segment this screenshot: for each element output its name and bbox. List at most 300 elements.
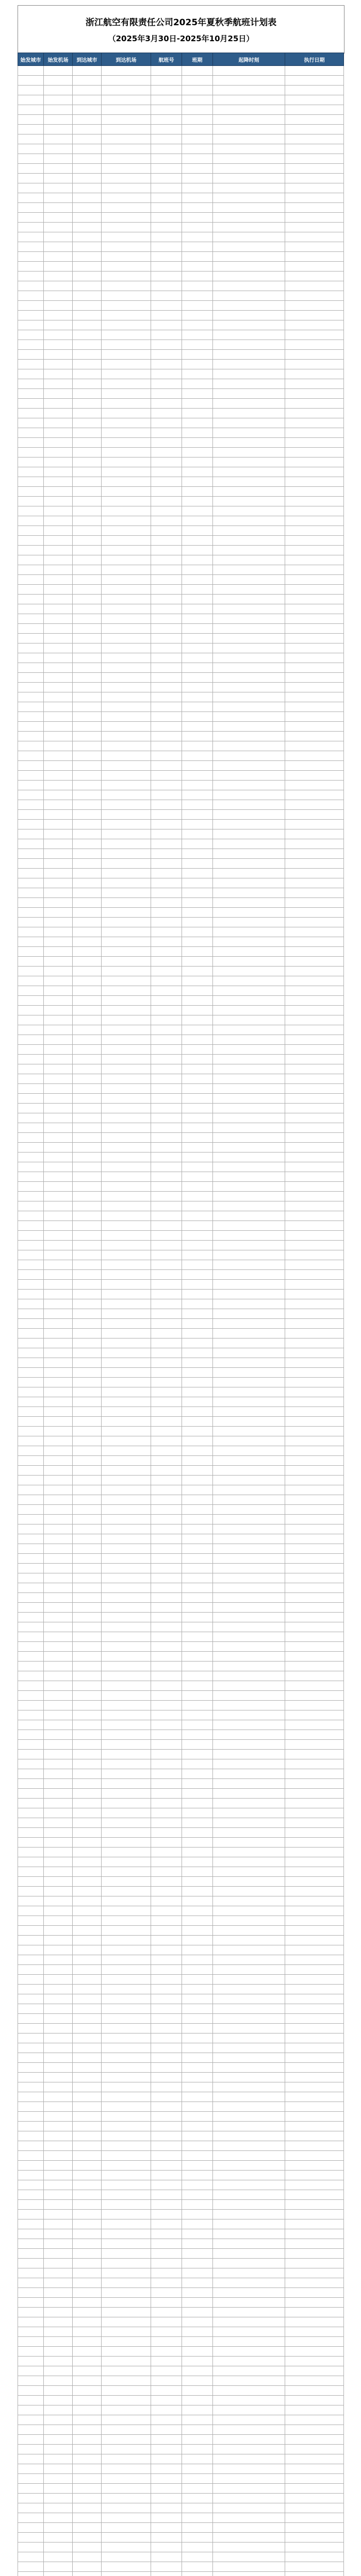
table-cell	[285, 1162, 344, 1172]
table-cell	[151, 154, 182, 164]
table-cell	[44, 1965, 73, 1975]
table-cell	[285, 1652, 344, 1662]
table-cell	[151, 2014, 182, 2024]
table-cell	[182, 937, 213, 947]
table-cell	[102, 1799, 151, 1808]
table-cell	[213, 732, 285, 741]
table-cell	[285, 878, 344, 888]
table-cell	[44, 311, 73, 320]
table-cell	[102, 1779, 151, 1789]
table-cell	[44, 1573, 73, 1583]
table-cell	[102, 1417, 151, 1427]
table-cell	[44, 2151, 73, 2161]
table-cell	[44, 379, 73, 389]
table-cell	[102, 1808, 151, 1818]
table-cell	[18, 1094, 44, 1104]
table-cell	[182, 800, 213, 810]
table-row	[18, 1769, 344, 1779]
table-row	[18, 2494, 344, 2503]
table-cell	[18, 1055, 44, 1064]
table-cell	[18, 2533, 44, 2543]
table-cell	[182, 1153, 213, 1162]
table-cell	[151, 1045, 182, 1055]
table-row	[18, 722, 344, 732]
table-cell	[44, 555, 73, 565]
table-cell	[18, 849, 44, 859]
table-cell	[285, 957, 344, 967]
table-cell	[18, 2033, 44, 2043]
table-cell	[213, 2112, 285, 2122]
table-row	[18, 2122, 344, 2131]
table-cell	[73, 585, 102, 595]
table-cell	[18, 2494, 44, 2503]
table-cell	[213, 976, 285, 986]
table-cell	[73, 291, 102, 301]
table-cell	[44, 1290, 73, 1299]
table-cell	[182, 624, 213, 634]
table-cell	[73, 1113, 102, 1123]
table-cell	[182, 252, 213, 262]
table-row	[18, 467, 344, 477]
table-cell	[151, 1671, 182, 1681]
table-cell	[213, 330, 285, 340]
table-cell	[18, 1397, 44, 1407]
table-cell	[102, 1397, 151, 1407]
table-cell	[73, 2082, 102, 2092]
table-cell	[44, 1701, 73, 1710]
table-cell	[102, 2327, 151, 2337]
table-cell	[44, 1260, 73, 1270]
table-cell	[182, 1975, 213, 1985]
table-cell	[73, 1192, 102, 1201]
table-row	[18, 2161, 344, 2171]
table-cell	[213, 1652, 285, 1662]
table-cell	[18, 1260, 44, 1270]
table-cell	[102, 1720, 151, 1730]
table-row	[18, 1270, 344, 1280]
table-cell	[182, 1857, 213, 1867]
table-row	[18, 1583, 344, 1593]
table-cell	[18, 1818, 44, 1828]
table-cell	[285, 409, 344, 418]
table-cell	[151, 1554, 182, 1564]
table-cell	[285, 1309, 344, 1319]
table-cell	[285, 1201, 344, 1211]
table-cell	[285, 927, 344, 937]
table-cell	[73, 301, 102, 311]
table-cell	[44, 1524, 73, 1534]
table-cell	[213, 634, 285, 643]
table-cell	[151, 1955, 182, 1965]
table-cell	[182, 2073, 213, 2082]
table-cell	[182, 712, 213, 722]
table-row	[18, 1172, 344, 1182]
table-row	[18, 1564, 344, 1573]
table-cell	[73, 1769, 102, 1779]
table-cell	[285, 634, 344, 643]
table-cell	[213, 1710, 285, 1720]
table-cell	[18, 164, 44, 174]
table-cell	[73, 262, 102, 272]
table-cell	[44, 457, 73, 467]
table-cell	[73, 223, 102, 232]
table-cell	[44, 908, 73, 918]
table-row	[18, 438, 344, 448]
table-cell	[44, 1280, 73, 1290]
table-cell	[182, 1662, 213, 1671]
table-cell	[18, 1211, 44, 1221]
table-cell	[213, 232, 285, 242]
table-cell	[102, 1192, 151, 1201]
table-cell	[102, 702, 151, 712]
table-cell	[213, 1358, 285, 1368]
table-cell	[102, 1231, 151, 1241]
table-cell	[73, 369, 102, 379]
table-cell	[44, 829, 73, 839]
table-cell	[182, 1544, 213, 1554]
table-cell	[73, 947, 102, 957]
table-cell	[44, 2131, 73, 2141]
table-cell	[151, 555, 182, 565]
table-cell	[182, 1006, 213, 1015]
table-cell	[73, 174, 102, 183]
table-cell	[102, 2298, 151, 2308]
table-cell	[44, 1182, 73, 1192]
table-row	[18, 2190, 344, 2200]
table-cell	[285, 2033, 344, 2043]
table-cell	[44, 2572, 73, 2576]
table-cell	[44, 134, 73, 144]
table-cell	[285, 2337, 344, 2347]
table-cell	[182, 2317, 213, 2327]
table-cell	[18, 193, 44, 203]
table-cell	[44, 1554, 73, 1564]
table-cell	[285, 1720, 344, 1730]
table-cell	[73, 2278, 102, 2288]
table-cell	[73, 565, 102, 575]
table-cell	[285, 976, 344, 986]
table-cell	[18, 967, 44, 976]
table-cell	[73, 1319, 102, 1329]
table-cell	[102, 2053, 151, 2063]
table-cell	[213, 1867, 285, 1877]
table-cell	[73, 1241, 102, 1250]
table-cell	[182, 2092, 213, 2102]
table-cell	[182, 2298, 213, 2308]
table-row	[18, 937, 344, 947]
table-cell	[213, 1231, 285, 1241]
table-cell	[18, 536, 44, 546]
table-cell	[213, 1632, 285, 1642]
table-cell	[285, 2131, 344, 2141]
table-cell	[285, 1857, 344, 1867]
table-cell	[285, 1338, 344, 1348]
table-cell	[285, 1740, 344, 1750]
table-cell	[213, 2484, 285, 2494]
table-cell	[213, 1622, 285, 1632]
table-cell	[151, 2239, 182, 2249]
table-cell	[73, 2288, 102, 2298]
table-cell	[151, 683, 182, 692]
table-cell	[182, 516, 213, 526]
table-cell	[44, 2435, 73, 2445]
table-cell	[213, 516, 285, 526]
table-cell	[182, 76, 213, 86]
table-cell	[182, 2014, 213, 2024]
table-cell	[151, 1534, 182, 1544]
table-cell	[18, 1583, 44, 1593]
table-cell	[182, 203, 213, 213]
table-row	[18, 262, 344, 272]
table-cell	[18, 957, 44, 967]
table-row	[18, 1055, 344, 1064]
table-row	[18, 164, 344, 174]
table-cell	[151, 360, 182, 369]
table-cell	[102, 467, 151, 477]
table-cell	[73, 2474, 102, 2484]
table-cell	[18, 1143, 44, 1153]
table-cell	[182, 2102, 213, 2112]
table-row	[18, 624, 344, 634]
table-cell	[151, 1916, 182, 1926]
table-cell	[285, 2298, 344, 2308]
table-cell	[285, 95, 344, 105]
table-cell	[73, 1916, 102, 1926]
table-cell	[44, 888, 73, 898]
table-row	[18, 2415, 344, 2425]
table-cell	[18, 1613, 44, 1622]
table-cell	[151, 2347, 182, 2357]
table-cell	[213, 2464, 285, 2474]
table-row	[18, 1231, 344, 1241]
table-row	[18, 1681, 344, 1691]
table-cell	[213, 428, 285, 438]
table-cell	[213, 820, 285, 829]
table-cell	[182, 1985, 213, 1994]
table-cell	[102, 409, 151, 418]
table-cell	[73, 869, 102, 878]
table-cell	[213, 878, 285, 888]
table-cell	[18, 291, 44, 301]
table-row	[18, 1260, 344, 1270]
table-cell	[213, 477, 285, 487]
table-cell	[182, 1250, 213, 1260]
table-cell	[102, 2454, 151, 2464]
table-cell	[151, 2513, 182, 2523]
table-cell	[44, 1593, 73, 1603]
table-cell	[44, 1681, 73, 1691]
table-cell	[182, 1143, 213, 1153]
table-cell	[18, 1799, 44, 1808]
table-cell	[73, 614, 102, 624]
table-cell	[182, 859, 213, 869]
table-cell	[182, 2533, 213, 2543]
table-cell	[73, 2357, 102, 2366]
table-cell	[73, 986, 102, 996]
table-cell	[73, 2161, 102, 2171]
table-cell	[285, 1975, 344, 1985]
table-cell	[151, 2161, 182, 2171]
table-cell	[102, 1387, 151, 1397]
table-row	[18, 2513, 344, 2523]
table-row	[18, 986, 344, 996]
table-cell	[285, 76, 344, 86]
table-row	[18, 1652, 344, 1662]
table-cell	[285, 2464, 344, 2474]
table-cell	[102, 369, 151, 379]
column-header: 到达城市	[73, 53, 102, 66]
table-row	[18, 1730, 344, 1740]
table-cell	[102, 1848, 151, 1857]
table-cell	[151, 967, 182, 976]
table-cell	[213, 898, 285, 908]
table-cell	[151, 2435, 182, 2445]
table-cell	[285, 1299, 344, 1309]
table-cell	[18, 2327, 44, 2337]
table-row	[18, 1622, 344, 1632]
table-cell	[44, 1896, 73, 1906]
table-cell	[18, 2347, 44, 2357]
table-cell	[213, 1662, 285, 1671]
table-cell	[102, 1544, 151, 1554]
table-row	[18, 1476, 344, 1485]
table-cell	[18, 174, 44, 183]
table-cell	[102, 516, 151, 526]
table-cell	[102, 1113, 151, 1123]
table-cell	[73, 1485, 102, 1495]
table-cell	[213, 301, 285, 311]
table-cell	[73, 1789, 102, 1799]
table-cell	[102, 1877, 151, 1887]
table-cell	[285, 2523, 344, 2533]
table-cell	[182, 438, 213, 448]
table-cell	[18, 1710, 44, 1720]
table-cell	[73, 2122, 102, 2131]
table-cell	[285, 2347, 344, 2357]
table-cell	[151, 1368, 182, 1378]
table-cell	[151, 1182, 182, 1192]
table-row	[18, 1015, 344, 1025]
table-cell	[102, 389, 151, 399]
table-cell	[73, 360, 102, 369]
table-cell	[213, 2513, 285, 2523]
table-cell	[18, 683, 44, 692]
table-cell	[44, 1064, 73, 1074]
table-cell	[151, 996, 182, 1006]
table-cell	[182, 291, 213, 301]
table-cell	[18, 898, 44, 908]
table-cell	[182, 1035, 213, 1045]
table-cell	[44, 1857, 73, 1867]
table-cell	[182, 144, 213, 154]
table-cell	[73, 399, 102, 409]
table-cell	[73, 1055, 102, 1064]
table-cell	[44, 2092, 73, 2102]
table-cell	[102, 1064, 151, 1074]
table-row	[18, 1436, 344, 1446]
table-row	[18, 918, 344, 927]
table-cell	[182, 829, 213, 839]
table-cell	[102, 2259, 151, 2268]
table-cell	[73, 95, 102, 105]
table-cell	[102, 399, 151, 409]
table-cell	[18, 761, 44, 771]
table-cell	[18, 888, 44, 898]
table-cell	[151, 330, 182, 340]
table-cell	[213, 2396, 285, 2405]
table-cell	[18, 1074, 44, 1084]
table-cell	[102, 536, 151, 546]
table-cell	[285, 1055, 344, 1064]
table-cell	[102, 927, 151, 937]
table-cell	[182, 2053, 213, 2063]
table-cell	[18, 125, 44, 134]
table-cell	[285, 2405, 344, 2415]
table-cell	[213, 2229, 285, 2239]
table-cell	[102, 1769, 151, 1779]
table-row	[18, 2210, 344, 2219]
table-cell	[213, 967, 285, 976]
table-cell	[285, 712, 344, 722]
table-row	[18, 1877, 344, 1887]
table-cell	[285, 272, 344, 281]
table-cell	[182, 2239, 213, 2249]
table-cell	[18, 820, 44, 829]
table-cell	[151, 1818, 182, 1828]
table-cell	[151, 1299, 182, 1309]
table-cell	[73, 1730, 102, 1740]
table-cell	[213, 2425, 285, 2435]
table-cell	[213, 1123, 285, 1133]
table-cell	[151, 2445, 182, 2454]
table-cell	[151, 399, 182, 409]
table-cell	[44, 105, 73, 115]
table-cell	[285, 781, 344, 790]
table-cell	[151, 1573, 182, 1583]
table-cell	[151, 565, 182, 575]
table-cell	[18, 2445, 44, 2454]
table-cell	[285, 692, 344, 702]
table-cell	[102, 673, 151, 683]
table-cell	[213, 888, 285, 898]
table-cell	[18, 2141, 44, 2151]
table-cell	[18, 311, 44, 320]
table-cell	[213, 2317, 285, 2327]
table-cell	[182, 643, 213, 653]
table-cell	[18, 409, 44, 418]
table-cell	[73, 2141, 102, 2151]
table-cell	[213, 311, 285, 320]
table-cell	[18, 1622, 44, 1632]
table-cell	[44, 526, 73, 536]
table-cell	[182, 957, 213, 967]
table-cell	[285, 1769, 344, 1779]
table-cell	[213, 2503, 285, 2513]
table-cell	[285, 1632, 344, 1642]
table-cell	[182, 918, 213, 927]
table-cell	[44, 1329, 73, 1338]
table-cell	[285, 418, 344, 428]
table-cell	[18, 1417, 44, 1427]
table-cell	[18, 1231, 44, 1241]
table-row	[18, 839, 344, 849]
table-cell	[102, 1104, 151, 1113]
table-cell	[44, 2161, 73, 2171]
table-cell	[213, 1799, 285, 1808]
table-row	[18, 957, 344, 967]
table-cell	[285, 320, 344, 330]
table-cell	[151, 1799, 182, 1808]
